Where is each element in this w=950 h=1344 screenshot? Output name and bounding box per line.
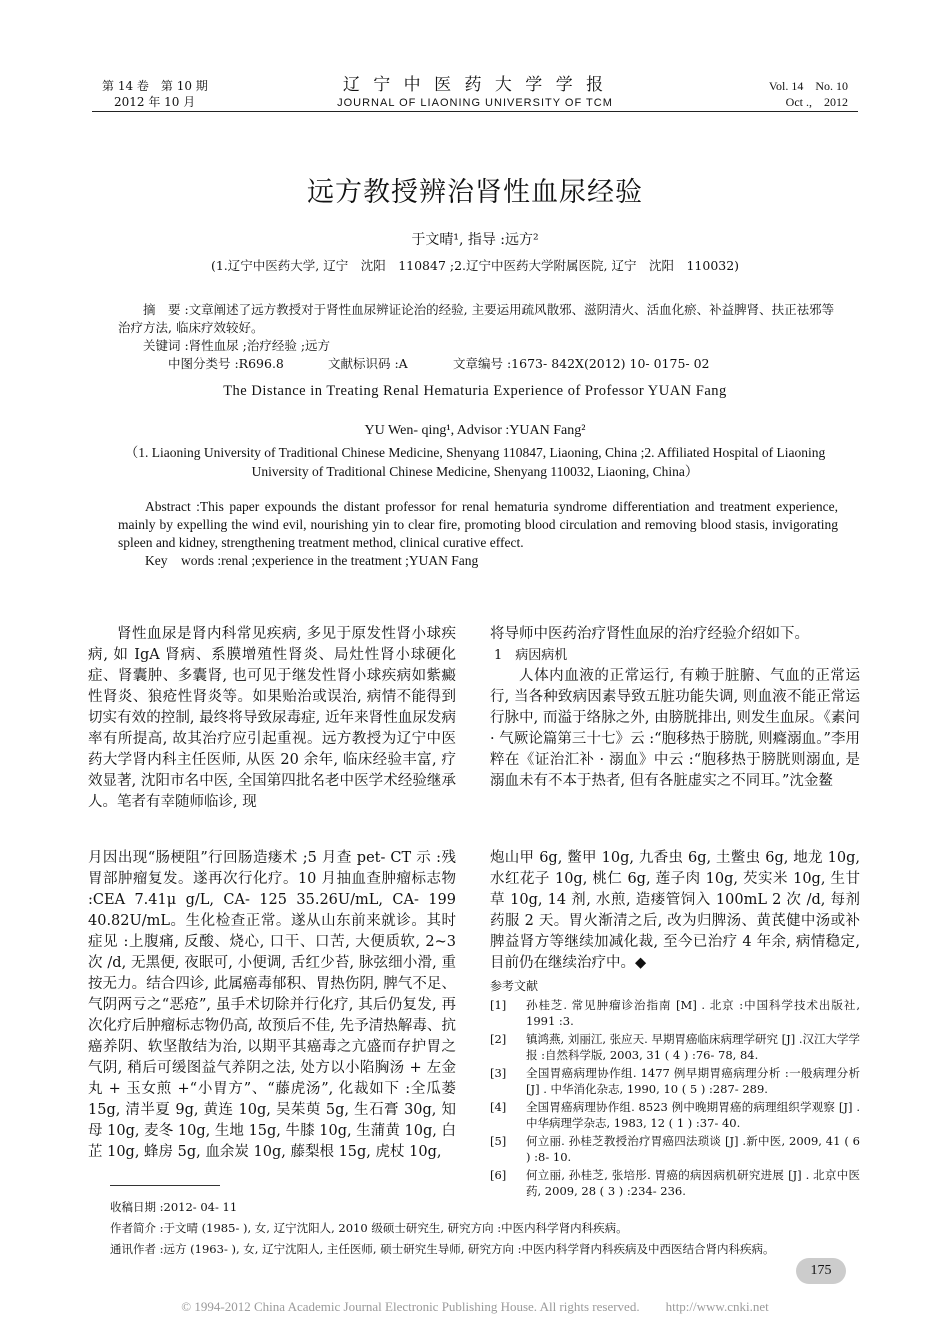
section-heading: 1 病因病机 (494, 648, 568, 663)
doc-code: 文献标识码 :A (328, 356, 408, 371)
reference-text: 全国胃癌病理协作组. 1477 例早期胃癌病理分析 :一般病理分析 [J] . 中华消化杂志, 1990, 10 ( 5 ) :287- 289. (526, 1066, 860, 1096)
body-column-2 (490, 624, 860, 792)
received-date: 收稿日期 :2012- 04- 11 (110, 1200, 238, 1214)
reference-text: 何立丽. 孙桂芝教授治疗胃癌四法琐谈 [J] .新中医, 2009, 41 ( 6 ) :8- 10. (526, 1134, 860, 1164)
abstract-cn (118, 301, 838, 373)
article-authors-en: YU Wen- qing¹, Advisor :YUAN Fang² (364, 423, 586, 438)
article-authors: 于文晴¹, 指导 :远方² (411, 232, 539, 248)
body-paragraph: 肾性血尿是肾内科常见疾病, 多见于原发性肾小球疾病, 如 IgA 肾病、系膜增殖性肾炎、局灶性肾小球硬化症、肾囊肿、多囊肾, 也可见于继发性肾小球疾病如紫癜性肾炎、狼疮性肾炎等。如果贻治或误治, 病情不能得到切实有效的控制, 最终将导致尿毒症, 近年来肾性血尿发病率有所提高, 故其治疗应引起重视。远方教授为辽宁中医药大学肾内科主任医师, 从医 20 余年, 临床经验丰富, 疗效显著, 沈阳市名中医, 全国第四批名老中医学术经验继承人。笔者有幸随师临诊, 现 (88, 626, 456, 810)
header-date-en: Oct ., 2012 (785, 95, 848, 109)
keywords-cn: 关键词 :肾性血尿 ;治疗经验 ;远方 (143, 338, 331, 353)
article-affiliation: (1.辽宁中医药大学, 辽宁 沈阳 110847 ;2.辽宁中医药大学附属医院, 辽宁 沈阳 110032) (210, 258, 740, 273)
header-volume-info-en (769, 78, 848, 110)
reference-item (490, 1065, 860, 1097)
references-heading: 参考文献 (490, 979, 539, 993)
body-column-1 (88, 624, 456, 813)
footnotes (110, 1197, 850, 1260)
reference-number: [2] (490, 1032, 507, 1046)
author-bio: 作者简介 :于文晴 (1985- ), 女, 辽宁沈阳人, 2010 级硕士研究生, 研究方向 :中医内科学肾内科疾病。 (110, 1221, 628, 1235)
body-paragraph: 将导师中医药治疗肾性血尿的治疗经验介绍如下。 (490, 626, 809, 642)
article-affiliation-en: （1. Liaoning University of Traditional Chinese Medicine, Shenyang 110847, Liaoning, China ;2. Affiliated Hospital of Liaoning University of Traditional Chinese Medicine, Shenyang 110032, Liaoning, China） (124, 445, 826, 479)
footnote-divider (110, 1185, 220, 1186)
body-column-4 (490, 848, 860, 1201)
reference-text: 镇鸿燕, 刘丽江, 张应天. 早期胃癌临床病理学研究 [J] .汉江大学学报 :自然科学版, 2003, 31 ( 4 ) :76- 78, 84. (526, 1032, 860, 1062)
header-divider (92, 111, 858, 112)
body-paragraph: 人体内血液的正常运行, 有赖于脏腑、气血的正常运行, 当各种致病因素导致五脏功能失调, 则血液不能正常运行脉中, 而溢于络脉之外, 由膀胱排出, 则发生血尿。《素问 · 气厥论篇第三十七》云 :“胞移热于膀胱, 则癃溺血。”李用粹在《证治汇补 · 溺血》中云 :“胞移热于膀胱则溺血, 是溺血未有不本于热者, 但有各脏虚实之不同耳。”沈金鳌 (490, 668, 860, 789)
reference-number: [3] (490, 1066, 507, 1080)
header-volume-issue: 第 14 卷 第 10 期 (102, 79, 208, 93)
clc-number: 中图分类号 :R696.8 (168, 356, 284, 371)
body-column-3 (88, 848, 456, 1163)
body-paragraph: 月因出现“肠梗阻”行回肠造瘘术 ;5 月查 pet- CT 示 :残胃部肿瘤复发。遂再次行化疗。10 月抽血查肿瘤标志物 :CEA 7.41μ g/L, CA- 125 35.26U/mL, CA- 199 40.82U/mL。生化检查正常。遂从山东前来就诊。其时症见 :上腹痛, 反酸、烧心, 口干、口苦, 大便质软, 2~3 次 /d, 无黑便, 夜眠可, 小便调, 舌红少苔, 脉弦细小滑, 重按无力。结合四诊, 此属癌毒郁积、胃热伤阴, 脾气不足、气阴两亏之“恶疮”, 虽手术切除并行化疗, 其后仍复发, 再次化疗后肿瘤标志物仍高, 故预后不佳, 先予清热解毒、抗癌养阴、软坚散结为治, 以期平其癌毒之亢盛而存护胃之气阴, 稍后可缓图益气养阴之法, 处方以小陷胸汤 + 左金丸 + 玉女煎 +“小胃方”、“藤虎汤”, 化裁如下 :全瓜蒌 15g, 清半夏 9g, 黄连 10g, 吴茱萸 5g, 生石膏 30g, 知母 10g, 麦冬 10g, 生地 15g, 牛膝 10g, 生蒲黄 10g, 白芷 10g, 蜂房 5g, 血余炭 10g, 藤梨根 15g, 虎杖 10g, (88, 850, 456, 1160)
reference-number: [1] (490, 998, 507, 1012)
header-vol-no: Vol. 14 No. 10 (768, 79, 848, 93)
reference-item (490, 1133, 860, 1165)
reference-text: 全国胃癌病理协作组. 8523 例中晚期胃癌的病理组织学观察 [J] . 中华病理学杂志, 1983, 12 ( 1 ) :37- 40. (526, 1100, 860, 1130)
copyright-notice: © 1994-2012 China Academic Journal Electronic Publishing House. All rights reserved. http://www.cnki.net (181, 1299, 769, 1314)
classification-row (118, 355, 838, 373)
article-title: 远方教授辨治肾性血尿经验 (307, 177, 643, 208)
reference-item (490, 1099, 860, 1131)
article-number: 文章编号 :1673- 842X(2012) 10- 0175- 02 (453, 356, 710, 371)
abstract-en (118, 498, 838, 570)
reference-text: 何立丽, 孙桂芝, 张培彤. 胃癌的病因病机研究进展 [J] . 北京中医药, 2009, 28 ( 3 ) :234- 236. (526, 1168, 860, 1198)
reference-item (490, 1031, 860, 1063)
body-paragraph: 炮山甲 6g, 鳖甲 10g, 九香虫 6g, 土鳖虫 6g, 地龙 10g, 水红花子 10g, 桃仁 6g, 莲子肉 10g, 芡实米 10g, 生甘草 10g, 14 剂, 水煎, 造瘘管饲入 100mL 2 次 /d, 每剂药服 2 天。胃火渐清之后, 改为归脾汤、黄芪健中汤或补脾益肾方等继续加减化裁, 至今已治疗 4 年余, 病情稳定, 目前仍在继续治疗中。◆ (490, 850, 860, 971)
journal-name-cn: 辽 宁 中 医 药 大 学 学 报 (342, 75, 608, 95)
reference-number: [4] (490, 1100, 507, 1114)
article-title-en: The Distance in Treating Renal Hematuria Experience of Professor YUAN Fang (223, 383, 727, 399)
reference-text: 孙桂芝. 常见肿瘤诊治指南 [M] . 北京 :中国科学技术出版社, 1991 :3. (526, 998, 860, 1028)
abstract-cn-text: 摘 要 :文章阐述了远方教授对于肾性血尿辨证论治的经验, 主要运用疏风散邪、滋阴清火、活血化瘀、补益脾肾、扶正祛邪等治疗方法, 临床疗效较好。 (118, 302, 835, 335)
page-number: 175 (796, 1258, 846, 1284)
reference-item (490, 997, 860, 1029)
keywords-en: Key words :renal ;experience in the treatment ;YUAN Fang (145, 553, 479, 568)
references-list (490, 997, 860, 1199)
abstract-en-text: Abstract :This paper expounds the distant professor for renal hematuria syndrome differentiation and treatment experience, mainly by expelling the wind evil, nourishing yin to clear fire, promoting blood circulation and removing blood stasis, invigorating spleen and kidney, strengthening treatment method, clinical curative effect. (118, 499, 838, 550)
journal-name-en: JOURNAL OF LIAONING UNIVERSITY OF TCM (337, 97, 613, 109)
reference-number: [6] (490, 1168, 507, 1182)
corresponding-author: 通讯作者 :远方 (1963- ), 女, 辽宁沈阳人, 主任医师, 硕士研究生导师, 研究方向 :中医内科学肾内科疾病及中西医结合肾内科疾病。 (110, 1242, 775, 1256)
header-date: 2012 年 10 月 (114, 95, 196, 109)
reference-number: [5] (490, 1134, 507, 1148)
reference-item (490, 1167, 860, 1199)
